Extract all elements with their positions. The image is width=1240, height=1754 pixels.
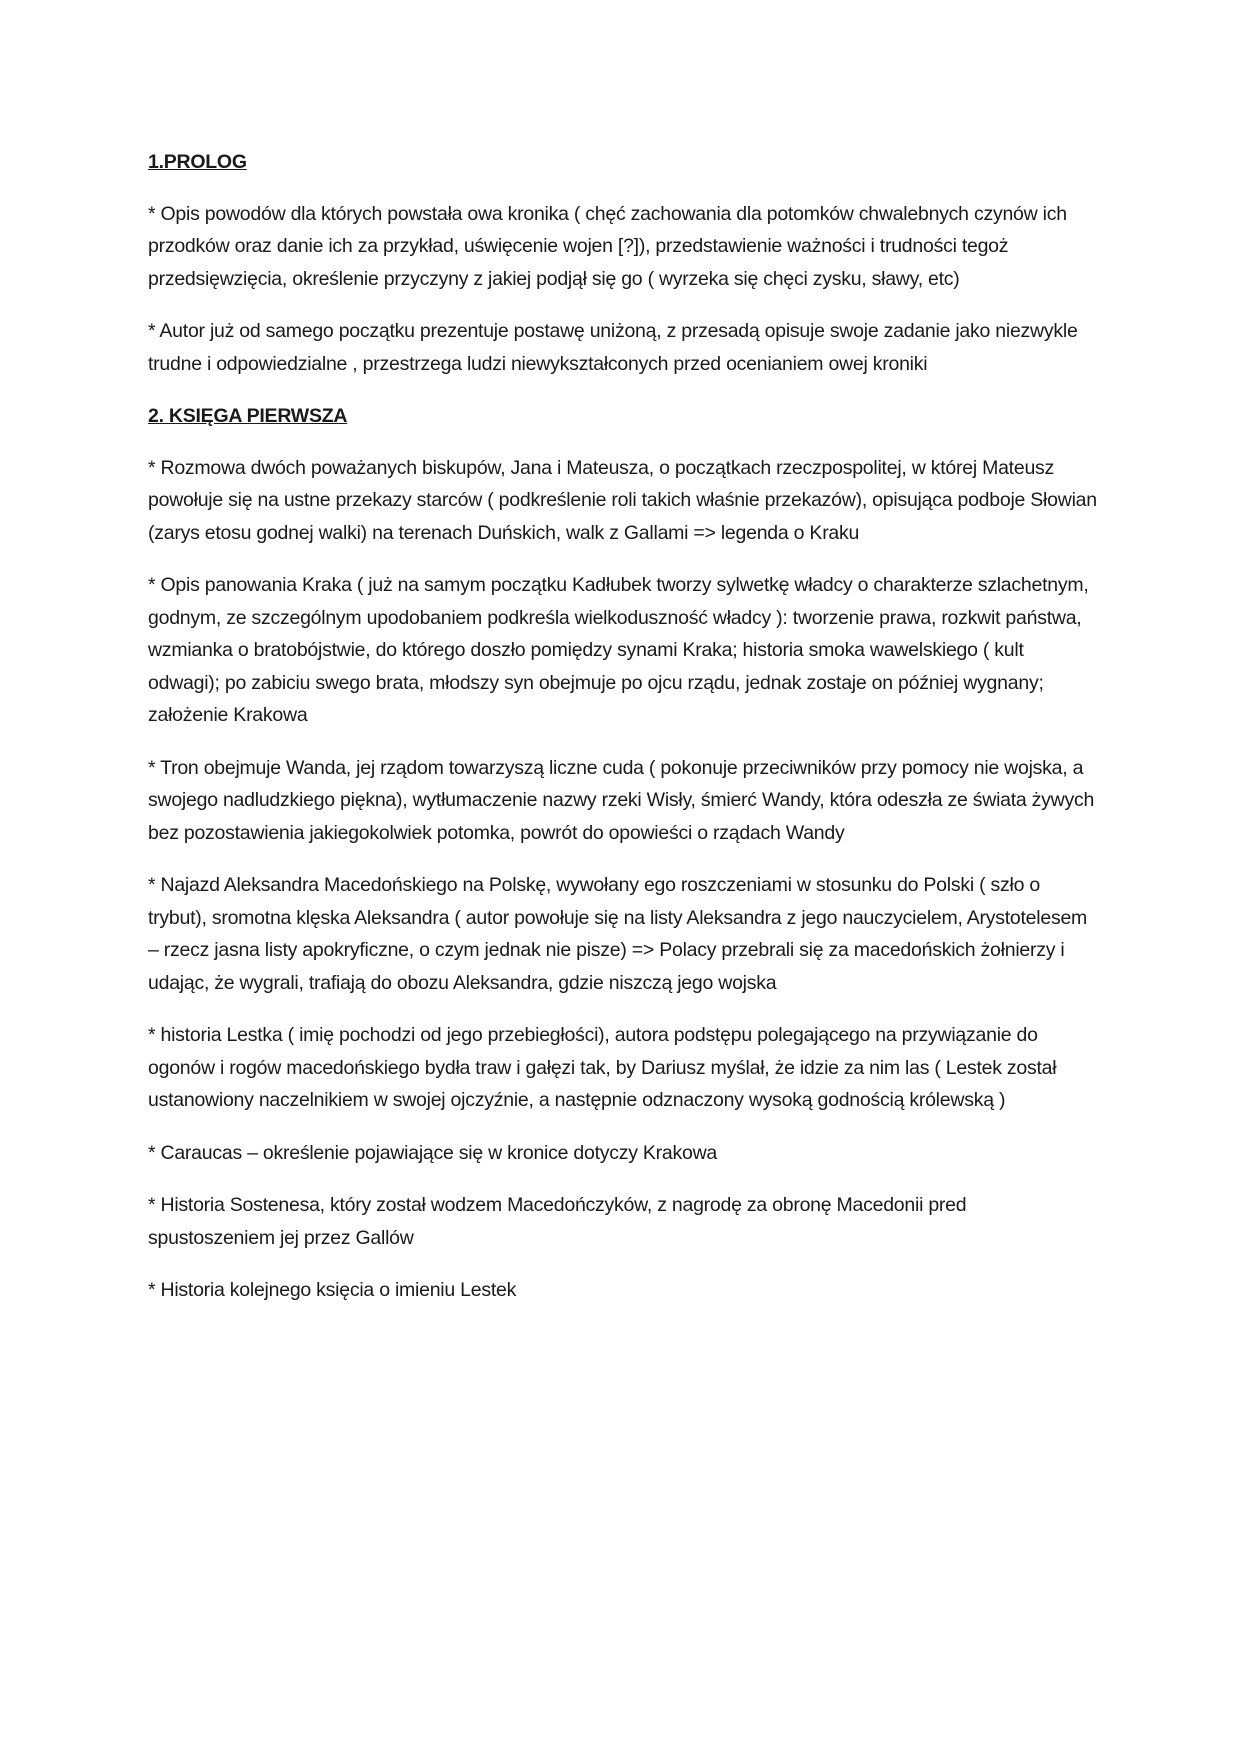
paragraph: * Caraucas – określenie pojawiające się w kronice dotyczy Krakowa — [148, 1141, 718, 1164]
paragraph: * Najazd Aleksandra Macedońskiego na Polskę, wywołany ego roszczeniami w stosunku do Polski ( szło o trybut), sromotna klęska Aleksandra ( autor powołuje się na listy Aleksandra z jego nauczycielem, Arystotelesem – rzecz jasna listy apokryficzne, o czym jednak nie pisze) => Polacy przebrali się za macedońskich żołnierzy i udając, że wygrali, trafiają do obozu Aleksandra, gdzie niszczą jego wojska — [148, 874, 1088, 994]
paragraph: * Opis powodów dla których powstała owa kronika ( chęć zachowania dla potomków chwalebnych czynów ich przodków oraz danie ich za przykład, uświęcenie wojen [?]), przedstawienie ważności i trudności tegoż przedsięwzięcia, określenie przyczyny z jakiej podjął się go ( wyrzeka się chęci zysku, sławy, etc) — [148, 202, 1067, 290]
paragraph: * historia Lestka ( imię pochodzi od jego przebiegłości), autora podstępu polegającego na przywiązanie do ogonów i rogów macedońskiego bydła traw i gałęzi tak, by Dariusz myślał, że idzie za nim las ( Lestek został ustanowiony naczelnikiem w swojej ojczyźnie, a następnie odznaczony wysoką godnością królewską ) — [148, 1024, 1057, 1111]
section-prolog — [148, 146, 1098, 380]
paragraph: * Historia kolejnego księcia o imieniu Lestek — [148, 1279, 517, 1301]
section-heading: 2. KSIĘGA PIERWSZA — [148, 405, 348, 427]
section-heading: 1.PROLOG — [148, 151, 247, 173]
paragraph: * Historia Sostenesa, który został wodzem Macedończyków, z nagrodę za obronę Macedonii pred spustoszeniem jej przez Gallów — [148, 1194, 967, 1249]
paragraph: * Tron obejmuje Wanda, jej rządom towarzyszą liczne cuda ( pokonuje przeciwników przy pomocy nie wojska, a swojego nadludzkiego piękna), wytłumaczenie nazwy rzeki Wisły, śmierć Wandy, która odeszła ze świata żywych bez pozostawienia jakiegokolwiek potomka, powrót do opowieści o rządach Wandy — [148, 756, 1095, 844]
section-ksiega-pierwsza — [148, 400, 1098, 1307]
paragraph: * Rozmowa dwóch poważanych biskupów, Jana i Mateusza, o początkach rzeczpospolitej, w której Mateusz powołuje się na ustne przekazy starców ( podkreślenie roli takich właśnie przekazów), opisująca podboje Słowian (zarys etosu godnej walki) na terenach Duńskich, walk z Gallami => legenda o Kraku — [148, 456, 1097, 544]
document-page — [148, 146, 1098, 1327]
paragraph: * Opis panowania Kraka ( już na samym początku Kadłubek tworzy sylwetkę władcy o charakterze szlachetnym, godnym, ze szczególnym upodobaniem podkreśla wielkoduszność władcy ): tworzenie prawa, rozkwit państwa, wzmianka o bratobójstwie, do którego doszło pomiędzy synami Kraka; historia smoka wawelskiego ( kult odwagi); po zabiciu swego brata, młodszy syn obejmuje po ojcu rządu, jednak zostaje on później wygnany; założenie Krakowa — [148, 574, 1089, 726]
paragraph: * Autor już od samego początku prezentuje postawę uniżoną, z przesadą opisuje swoje zadanie jako niezwykle trudne i odpowiedzialne , przestrzega ludzi niewykształconych przed ocenianiem owej kroniki — [148, 320, 1078, 375]
